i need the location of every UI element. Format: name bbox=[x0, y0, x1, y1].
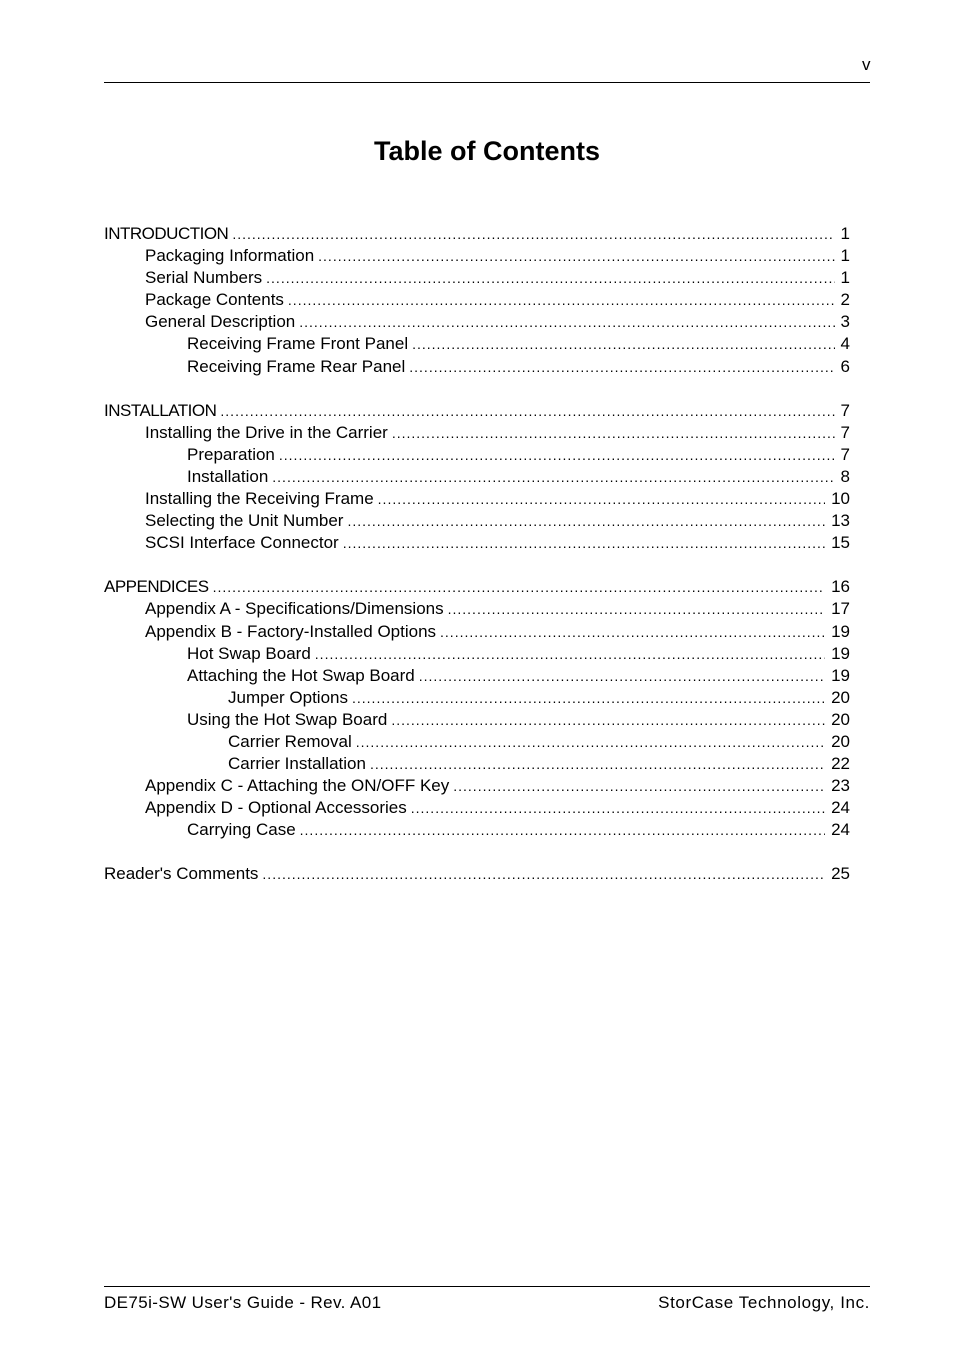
page-title: Table of Contents bbox=[374, 136, 600, 166]
toc-entry-page: 7 bbox=[840, 444, 850, 464]
toc-entry-label: SCSI Interface Connector bbox=[145, 533, 339, 553]
toc-entry-label: Carrying Case bbox=[187, 820, 296, 840]
toc-entry-page: 6 bbox=[840, 356, 850, 376]
dot-leader bbox=[356, 731, 825, 753]
dot-leader bbox=[266, 267, 834, 289]
dot-leader bbox=[392, 422, 835, 444]
toc-entry-label: Using the Hot Swap Board bbox=[187, 709, 388, 729]
toc-entry-appendix-d bbox=[104, 797, 850, 819]
toc-entry-page: 19 bbox=[831, 665, 850, 685]
toc-entry-label: Preparation bbox=[187, 444, 275, 464]
dot-leader bbox=[453, 775, 825, 797]
toc-entry-label: Appendix B - Factory-Installed Options bbox=[145, 621, 437, 641]
toc-entry-label: Carrier Removal bbox=[228, 731, 352, 751]
dot-leader bbox=[315, 643, 825, 665]
toc-entry-label: General Description bbox=[145, 312, 296, 332]
dot-leader bbox=[279, 444, 835, 466]
dot-leader bbox=[391, 709, 825, 731]
toc-entry-preparation bbox=[104, 444, 850, 466]
toc-entry-page: 25 bbox=[831, 864, 850, 884]
toc-entry-label: Appendix D - Optional Accessories bbox=[145, 798, 407, 818]
toc-entry-label: INTRODUCTION bbox=[104, 224, 229, 243]
footer-rule bbox=[104, 1286, 870, 1287]
toc-entry-scsi-interface-connector bbox=[104, 532, 850, 554]
toc-entry-page: 20 bbox=[831, 687, 850, 707]
dot-leader bbox=[411, 797, 825, 819]
toc-entry-label: APPENDICES bbox=[104, 577, 209, 597]
toc-entry-carrying-case bbox=[104, 819, 850, 841]
toc-entry-label: Appendix A - Specifications/Dimensions bbox=[145, 599, 444, 619]
toc-entry-jumper-options bbox=[104, 687, 850, 709]
toc-entry-label: Receiving Frame Front Panel bbox=[187, 334, 409, 354]
toc-entry-introduction bbox=[104, 223, 850, 245]
toc-entry-attaching-hot-swap-board bbox=[104, 665, 850, 687]
toc-entry-page: 1 bbox=[840, 224, 850, 243]
toc-entry-label: Hot Swap Board bbox=[187, 643, 311, 663]
toc-entry-label: Selecting the Unit Number bbox=[145, 511, 344, 531]
toc-entry-label: Reader's Comments bbox=[104, 864, 259, 884]
toc-entry-label: Packaging Information bbox=[145, 246, 315, 266]
dot-leader bbox=[272, 466, 834, 488]
toc-entry-label: Attaching the Hot Swap Board bbox=[187, 665, 415, 685]
dot-leader bbox=[220, 400, 834, 422]
toc-entry-label: Jumper Options bbox=[228, 687, 348, 707]
toc-entry-appendix-a bbox=[104, 598, 850, 620]
toc-entry-page: 13 bbox=[831, 511, 850, 531]
toc-entry-installation-section bbox=[104, 400, 850, 422]
toc-entry-appendix-c bbox=[104, 775, 850, 797]
toc-entry-page: 24 bbox=[831, 820, 850, 840]
toc-entry-readers-comments bbox=[104, 863, 850, 885]
toc-entry-label: Installing the Drive in the Carrier bbox=[145, 422, 388, 442]
toc-entry-installing-receiving-frame bbox=[104, 488, 850, 510]
dot-leader bbox=[440, 621, 825, 643]
dot-leader bbox=[412, 333, 834, 355]
toc-entry-label: Installation bbox=[187, 466, 269, 486]
toc-entry-page: 20 bbox=[831, 731, 850, 751]
toc-entry-page: 8 bbox=[840, 466, 850, 486]
toc-entry-using-hot-swap-board bbox=[104, 709, 850, 731]
dot-leader bbox=[378, 488, 825, 510]
toc-entry-page: 19 bbox=[831, 643, 850, 663]
dot-leader bbox=[300, 819, 825, 841]
toc-entry-page: 22 bbox=[831, 754, 850, 774]
dot-leader bbox=[370, 753, 825, 775]
toc-entry-selecting-unit-number bbox=[104, 510, 850, 532]
toc-entry-packaging-information bbox=[104, 245, 850, 267]
toc-entry-label: Carrier Installation bbox=[228, 754, 366, 774]
toc-entry-label: Appendix C - Attaching the ON/OFF Key bbox=[145, 776, 450, 796]
dot-leader bbox=[343, 532, 825, 554]
toc-entry-hot-swap-board bbox=[104, 643, 850, 665]
toc-entry-page: 7 bbox=[840, 422, 850, 442]
dot-leader bbox=[232, 223, 834, 245]
toc-entry-appendices bbox=[104, 576, 850, 598]
toc-entry-page: 16 bbox=[831, 577, 850, 597]
page-number: v bbox=[862, 55, 871, 74]
toc-entry-page: 17 bbox=[831, 599, 850, 619]
toc-entry-page: 10 bbox=[831, 489, 850, 509]
dot-leader bbox=[409, 356, 834, 378]
header-rule bbox=[104, 82, 870, 83]
dot-leader bbox=[347, 510, 825, 532]
toc-entry-page: 23 bbox=[831, 776, 850, 796]
toc-entry-page: 15 bbox=[831, 533, 850, 553]
toc-entry-package-contents bbox=[104, 289, 850, 311]
toc-entry-page: 3 bbox=[840, 312, 850, 332]
footer-company-name: StorCase Technology, Inc. bbox=[658, 1293, 870, 1312]
dot-leader bbox=[262, 863, 825, 885]
toc-entry-receiving-frame-front-panel bbox=[104, 333, 850, 355]
toc-entry-label: Package Contents bbox=[145, 290, 284, 310]
table-of-contents bbox=[104, 223, 850, 886]
dot-leader bbox=[318, 245, 834, 267]
toc-entry-page: 7 bbox=[840, 400, 850, 420]
toc-entry-page: 1 bbox=[840, 268, 850, 288]
dot-leader bbox=[352, 687, 825, 709]
toc-entry-page: 1 bbox=[840, 246, 850, 266]
footer-document-title: DE75i-SW User's Guide - Rev. A01 bbox=[104, 1293, 382, 1312]
toc-entry-page: 19 bbox=[831, 621, 850, 641]
toc-entry-label: Installing the Receiving Frame bbox=[145, 489, 374, 509]
toc-entry-page: 4 bbox=[840, 334, 850, 354]
dot-leader bbox=[448, 598, 825, 620]
toc-entry-general-description bbox=[104, 311, 850, 333]
toc-entry-receiving-frame-rear-panel bbox=[104, 356, 850, 378]
toc-entry-carrier-installation bbox=[104, 753, 850, 775]
dot-leader bbox=[419, 665, 825, 687]
toc-entry-appendix-b bbox=[104, 621, 850, 643]
dot-leader bbox=[299, 311, 834, 333]
toc-entry-page: 20 bbox=[831, 709, 850, 729]
dot-leader bbox=[288, 289, 835, 311]
dot-leader bbox=[213, 576, 825, 598]
toc-entry-page: 24 bbox=[831, 798, 850, 818]
toc-entry-installation bbox=[104, 466, 850, 488]
toc-entry-label: INSTALLATION bbox=[104, 400, 217, 420]
toc-entry-label: Serial Numbers bbox=[145, 268, 263, 288]
toc-entry-label: Receiving Frame Rear Panel bbox=[187, 356, 406, 376]
toc-entry-serial-numbers bbox=[104, 267, 850, 289]
toc-entry-installing-drive-in-carrier bbox=[104, 422, 850, 444]
toc-entry-carrier-removal bbox=[104, 731, 850, 753]
toc-entry-page: 2 bbox=[840, 290, 850, 310]
